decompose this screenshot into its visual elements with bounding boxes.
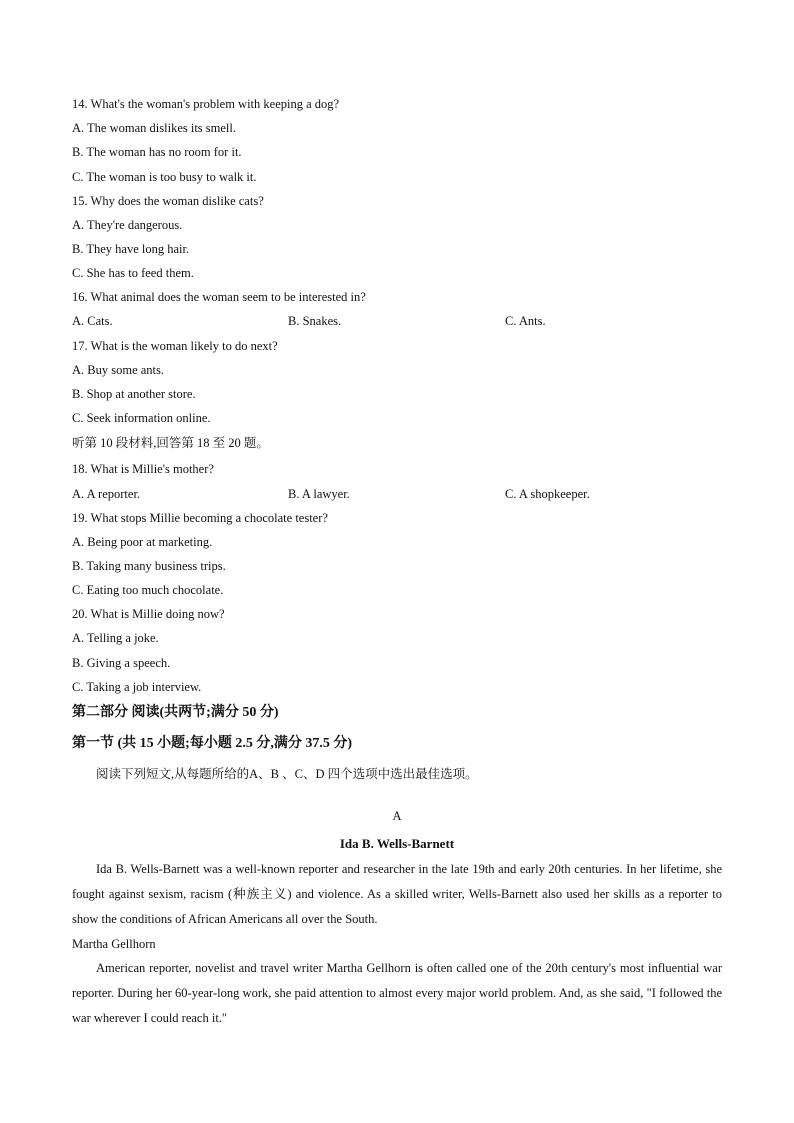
q18-option-b: B. A lawyer. bbox=[288, 487, 350, 501]
q16-options bbox=[72, 313, 722, 329]
q17-option-b: B. Shop at another store. bbox=[72, 387, 196, 401]
q16-option-c: C. Ants. bbox=[505, 314, 546, 328]
q16-option-b: B. Snakes. bbox=[288, 314, 342, 328]
q19-option-a: A. Being poor at marketing. bbox=[72, 535, 213, 549]
question-19: 19. What stops Millie becoming a chocolate tester? bbox=[72, 511, 328, 525]
reading-instruction: 阅读下列短文,从每题所给的A、B 、C、D 四个选项中选出最佳选项。 bbox=[96, 767, 478, 781]
q18-option-c: C. A shopkeeper. bbox=[505, 487, 590, 501]
q15-option-a: A. They're dangerous. bbox=[72, 218, 183, 232]
q15-option-b: B. They have long hair. bbox=[72, 242, 190, 256]
q17-option-a: A. Buy some ants. bbox=[72, 363, 165, 377]
passage-letter: A bbox=[392, 809, 402, 823]
instruction-material-10: 听第 10 段材料,回答第 18 至 20 题。 bbox=[72, 436, 269, 450]
question-18: 18. What is Millie's mother? bbox=[72, 462, 214, 476]
question-17: 17. What is the woman likely to do next? bbox=[72, 339, 278, 353]
q18-options bbox=[72, 486, 722, 502]
question-20: 20. What is Millie doing now? bbox=[72, 607, 225, 621]
q20-option-b: B. Giving a speech. bbox=[72, 656, 171, 670]
q17-option-c: C. Seek information online. bbox=[72, 411, 211, 425]
part2-heading: 第二部分 阅读(共两节;满分 50 分) bbox=[72, 705, 279, 720]
q20-option-a: A. Telling a joke. bbox=[72, 631, 159, 645]
passage-paragraph-2: American reporter, novelist and travel writer Martha Gellhorn is often called one of the 20th century's most influential war reporter. During her 60-year-long work, she paid attention to almost every major world problem. And, as she said, "I followed the war wherever I could reach it." bbox=[72, 961, 722, 1025]
question-16: 16. What animal does the woman seem to be interested in? bbox=[72, 290, 366, 304]
q18-option-a: A. A reporter. bbox=[72, 487, 141, 501]
question-14: 14. What's the woman's problem with keeping a dog? bbox=[72, 97, 340, 111]
question-15: 15. Why does the woman dislike cats? bbox=[72, 194, 264, 208]
q14-option-c: C. The woman is too busy to walk it. bbox=[72, 170, 257, 184]
q19-option-c: C. Eating too much chocolate. bbox=[72, 583, 224, 597]
passage-subheading-gellhorn: Martha Gellhorn bbox=[72, 937, 156, 951]
q16-option-a: A. Cats. bbox=[72, 314, 113, 328]
q15-option-c: C. She has to feed them. bbox=[72, 266, 194, 280]
q14-option-b: B. The woman has no room for it. bbox=[72, 145, 242, 159]
section1-heading: 第一节 (共 15 小题;每小题 2.5 分,满分 37.5 分) bbox=[72, 736, 352, 751]
q20-option-c: C. Taking a job interview. bbox=[72, 680, 202, 694]
q14-option-a: A. The woman dislikes its smell. bbox=[72, 121, 236, 135]
passage-title: Ida B. Wells-Barnett bbox=[339, 836, 455, 851]
passage-paragraph-1: Ida B. Wells-Barnett was a well-known reporter and researcher in the late 19th and early 20th centuries. In her lifetime, she fought against sexism, racism (种族主义) and violence. As a skilled writer, Wells-Barnett also used her skills as a reporter to show the conditions of African Americans all over the South. bbox=[72, 862, 722, 926]
q19-option-b: B. Taking many business trips. bbox=[72, 559, 226, 573]
